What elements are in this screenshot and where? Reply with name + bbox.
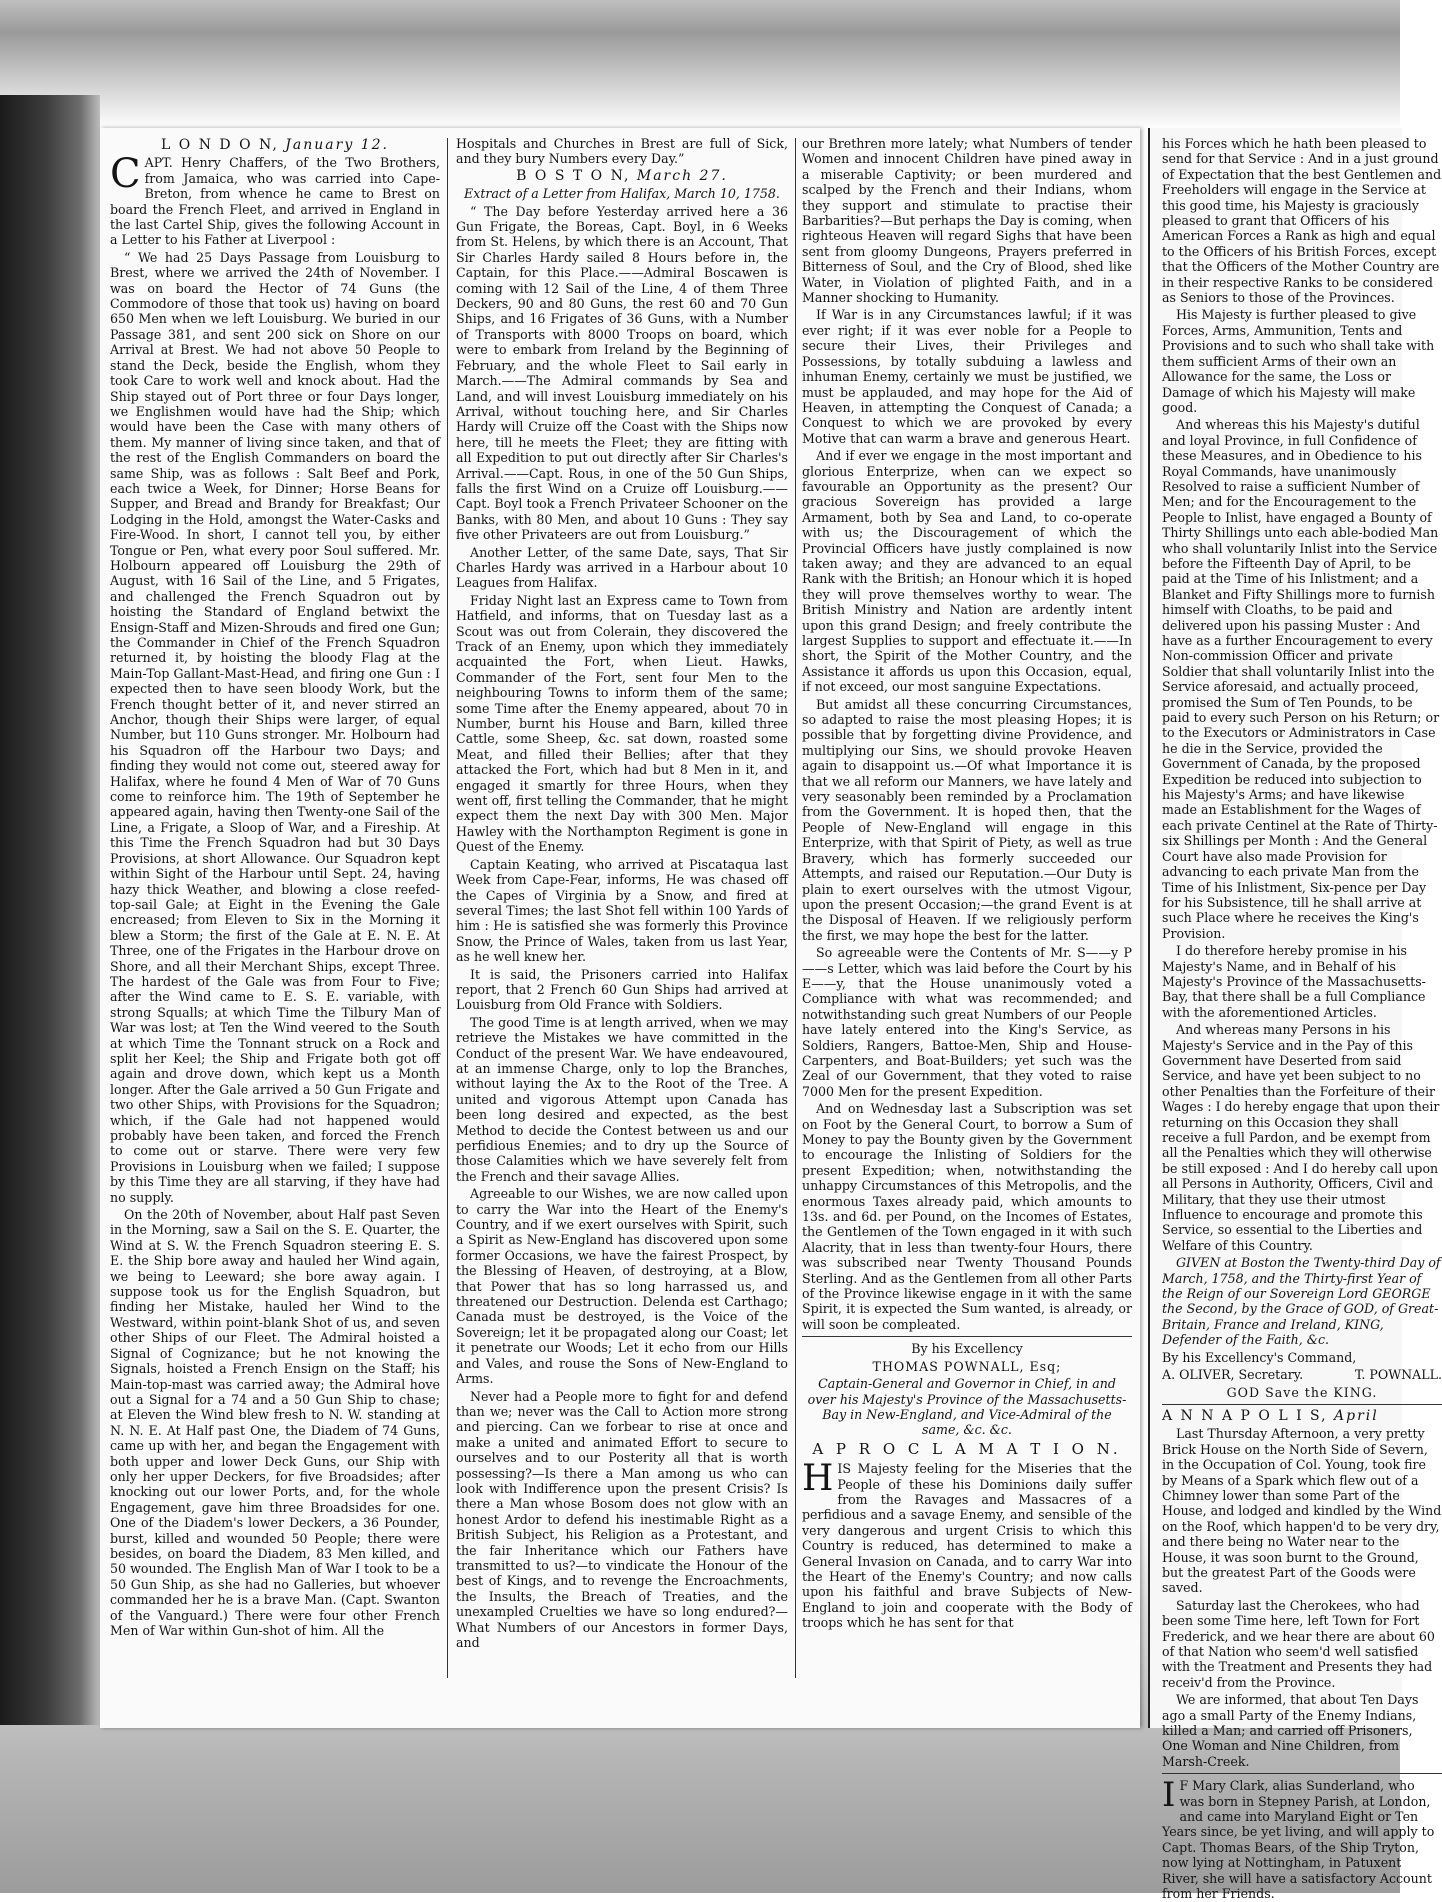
- proclamation-paragraph: His Majesty is further pleased to give Forces, Arms, Ammunition, Tents and Provisions and to such who shall take with them sufficient Arms of their own an Allowance for the same, the Loss or Damage of which his Majesty will make good.: [1162, 307, 1435, 415]
- drop-cap: I: [1162, 1775, 1176, 1816]
- secretary-signature: A. OLIVER, Secretary. T. POWNALL.: [1162, 1367, 1442, 1383]
- by-his-excellency: By his Excellency: [911, 1341, 1023, 1357]
- article-paragraph: Agreeable to our Wishes, we are now called upon to carry the War into the Heart of the Enemy's Country, and if we exert ourselves with Spirit, such a Spirit as New-England has discovered upon some former Occasions, we have the fairest Prospect, by the Blessing of Heaven, of destroying, at a Blow, that Power that has so long harrassed us, and threatened our Destruction. Delenda est Carthago; Canada must be destroyed, is the Voice of the Sovereign; let it be propagated along our Coast; let it penetrate our Woods; Let it echo from our Hills and Vales, and rouse the Sons of New-England to Arms.: [456, 1186, 788, 1387]
- article-paragraph: our Brethren more lately; what Numbers of tender Women and innocent Children have pined away in a miserable Captivity; or been murdered and scalped by the French and their Indians, whom they support and stimulate to practise their Barbarities?—But perhaps the Day is coming, when righteous Heaven will regard Sighs that have been sent from gloomy Dungeons, Prayers preferred in Bitterness of Soul, and the Cry of Blood, shed like Water, in Violation of plighted Faith, and in a Manner shocking to Humanity.: [802, 136, 1132, 306]
- column-3: [802, 136, 1132, 1681]
- dateline-annapolis: A N N A P O L I S, April: [1162, 1407, 1379, 1424]
- dateline-boston: B O S T O N, March 27.: [516, 167, 728, 184]
- article-paragraph: But amidst all these concurring Circumstances, so adapted to raise the most pleasing Hopes; it is possible that by forgetting divine Providence, and multiplying our Sins, we should provoke Heaven again to disappoint us.—Of what Importance it is that we all reform our Manners, we have lately and very seasonably been reminded by a Proclamation from the Government. It is hoped then, that the People of New-England will engage in this Enterprize, with that Spirit of Piety, as well as true Bravery, which has formerly succeeded our Attempts, and raised our Reputation.—Our Duty is plain to exert ourselves with the utmost Vigour, upon the present Occasion;—the grand Event is at the Disposal of Heaven. If we religiously perform the first, we may hope the best for the latter.: [802, 696, 1132, 943]
- article-paragraph: The good Time is at length arrived, when we may retrieve the Mistakes we have committed in the Conduct of the present War. We have endeavoured, at an immense Charge, only to lop the Branches, without laying the Ax to the Root of the Tree. A united and vigorous Attempt upon Canada has been long desired and expected, as the best Method to decide the Contest between us and our perfidious Enemies; and to dry up the Source of those Calamities which we have severely felt from the French and their savage Allies.: [456, 1014, 788, 1184]
- drop-cap: H: [802, 1458, 834, 1500]
- column-4: [1162, 136, 1442, 1902]
- article-paragraph: On the 20th of November, about Half past Seven in the Morning, saw a Sail on the S. E. Quarter, the Wind at S. W. the French Squadron steering E. S. E. the Ship bore away and hauled her Wind again, we being to Leeward; she bore away again. I suppose took us for the English Squadron, but finding her Mistake, hauled her Wind to the Westward, within point-blank Shot of us, and seven other Ships of our Fleet. The Admiral hoisted a Signal of Cognizance; but he not knowing the Signals, hoisted a French Ensign on the Staff; his Main-top-mast was carried away; the Admiral hove out a Signal for a 74 and a 50 Gun Ship to chase; at Eleven the Wind blew fresh to N. W. standing at N. N. E. At Half past One, the Diadem of 74 Guns, came up with her, and began the Engagement with both upper and lower Deck Guns, our Ship with only her upper Deckers, for five Broadsides; after knocking out our lower Ports, and, for the whole Engagement, gave him three Broadsides for one. One of the Diadem's lower Deckers, a 36 Pounder, burst, killed and wounded 50 People; there were besides, on board the Diadem, 83 Men killed, and 50 wounded. The English Man of War I took to be a 50 Gun Ship, as she had no Galleries, but whoever commanded her he is a brave Man. (Capt. Swanton of the Vanguard.) There were four other French Men of War within Gun-shot of him. All the: [110, 1207, 440, 1638]
- article-paragraph: Saturday last the Cherokees, who had been some Time here, left Town for Fort Frederick, and we hear there are about 60 of that Nation who seem'd well satisfied with the Treatment and Presents they had receiv'd from the Province.: [1162, 1597, 1435, 1690]
- article-paragraph: So agreeable were the Contents of Mr. S——y P——s Letter, which was laid before the Court by his E——y, that the House unanimously voted a Compliance with what was recommended; and notwithstanding such great Numbers of our People have lately entered into the King's Service, as Soldiers, Rangers, Battoe-Men, Ship and House-Carpenters, and Boat-Builders; yet such was the Zeal of our Government, that they voted to raise 7000 Men for the present Expedition.: [802, 945, 1132, 1099]
- article-paragraph: Last Thursday Afternoon, a very pretty Brick House on the North Side of Severn, in the Occupation of Col. Young, took fire by Means of a Spark which flew out of a Chimney lower than some Part of the House, and lodged and kindled by the Wind on the Roof, which happen'd to be very dry, and there being no Water near to the House, it was soon burnt to the Ground, but the greatest Part of the Goods were saved.: [1162, 1426, 1442, 1596]
- article-paragraph: If War is in any Circumstances lawful; if it was ever right; if it was ever noble for a People to secure their Lives, their Privileges and Possessions, by totally subduing a lawless and inhuman Enemy, certainly we must be justified, we must be applauded, and may hope for the Aid of Heaven, in attempting the Conquest of Canada; a Conquest to which we are provoked by every Motive that can warm a brave and generous Heart.: [802, 307, 1132, 446]
- article-paragraph: And on Wednesday last a Subscription was set on Foot by the General Court, to borrow a Sum of Money to pay the Bounty given by the Government to encourage the Inlisting of Soldiers for the present Expedition; when, notwithstanding the unhappy Circumstances of this Metropolis, and the enormous Taxes already paid, which amounts to 13s. and 6d. per Pound, on the Incomes of Estates, the Gentlemen of the Town engaged in it with such Alacrity, that in less than twenty-four Hours, there was subscribed near Twenty Thousand Pounds Sterling. And as the Gentlemen from all other Parts of the Province likewise engage in it with the same Spirit, it is expected the Sum wanted, is already, or will soon be compleated.: [802, 1101, 1132, 1332]
- column-2: [456, 136, 788, 1681]
- drop-cap: C: [110, 151, 141, 198]
- governor-title: Captain-General and Governor in Chief, in and over his Majesty's Province of the Massachusetts-Bay in New-England, and Vice-Admiral of the same, &c. &c.: [807, 1376, 1127, 1438]
- proclamation-paragraph: his Forces which he hath been pleased to send for that Service : And in a just ground of Expectation that the best Gentlemen and Freeholders will engage in the Service at this good time, his Majesty is graciously pleased to grant that Officers of his American Forces a Rank as high and equal to the Officers of his British Forces, except that the Officers of the Mother Country are in their respective Ranks to be considered as Seniors to those of the Provinces.: [1162, 136, 1442, 306]
- article-paragraph: It is said, the Prisoners carried into Halifax report, that 2 French 60 Gun Ships had arrived at Louisburg from Old France with Soldiers.: [456, 966, 788, 1013]
- god-save-the-king: GOD Save the KING.: [1226, 1384, 1378, 1400]
- column-1: [110, 136, 440, 1681]
- proclamation-paragraph: And whereas this his Majesty's dutiful and loyal Province, in full Confidence of these Measures, and in Obedience to his Royal Commands, have unanimously Resolved to raise a sufficient Number of Men; and for the Encouragement to the People to Inlist, have engaged a Bounty of Thirty Shillings unto each able-bodied Man who shall voluntarily Inlist into the Service before the Fifteenth Day of April, to be paid at the Time of his Inlistment; and a Blanket and Fifty Shillings more to furnish himself with Cloaths, to be paid and delivered upon his passing Muster : And have as a further Encouragement to every Non-commission Officer and private Soldier that shall voluntarily Inlist into the Service aforesaid, and actually proceed, promised the Sum of Ten Pounds, to be paid to every such Person on his Return; or to the Executors or Administrators in Case he die in the Service, provided the Government of Canada, by the proposed Expedition be reduced into subjection to his Majesty's Arms; and have likewise made an Establishment for the Wages of each private Centinel at the Rate of Thirty-six Shillings per Month : And the General Court have also made Provision for advancing to each private Man from the Time of his Inlistment, Six-pence per Day for his Subsistence, till he shall arrive at such Place where he receives the King's Provision.: [1162, 417, 1440, 941]
- proclamation-paragraph: I do therefore hereby promise in his Majesty's Name, and in Behalf of his Majesty's Province of the Massachusetts-Bay, that there shall be a full Compliance with the aforementioned Articles.: [1162, 943, 1426, 1020]
- extract-heading: Extract of a Letter from Halifax, March 10, 1758.: [464, 186, 780, 202]
- dateline-london: L O N D O N, January 12.: [161, 137, 389, 153]
- article-paragraph: Hospitals and Churches in Brest are full of Sick, and they bury Numbers every Day.”: [456, 136, 788, 167]
- article-paragraph: Never had a People more to fight for and defend than we; never was the Call to Action more strong and piercing. Can we forbear to rise at once and make a united and animated Effort to secure to ourselves and to our Posterity all that is worth possessing?—Is there a Man among us who can look with Indifference upon the present Crisis? Is there a Man whose Bosom does not glow with an honest Ardor to defend his inestimable Right as a British Subject, his Religion as a Protestant, and the fair Inheritance which our Fathers have transmitted to us?—to vindicate the Honour of the best of Kings, and to revenge the Encroachments, the Insults, the Breach of Treaties, and the unexampled Cruelties we have so long endured?—What Numbers of our Ancestors in former Days, and: [456, 1388, 788, 1650]
- scan-top-shadow: [0, 0, 1400, 130]
- divider: [802, 1336, 1132, 1337]
- divider: [1162, 1404, 1442, 1405]
- article-paragraph: We are informed, that about Ten Days ago a small Party of the Enemy Indians, killed a Man; and carried off Prisoners, One Woman and Nine Children, from Marsh-Creek.: [1162, 1692, 1419, 1769]
- by-command: By his Excellency's Command,: [1162, 1349, 1357, 1365]
- article-paragraph: And if ever we engage in the most important and glorious Enterprize, when can we expect so favourable an Opportunity as the present? Our gracious Sovereign has provided a large Armament, both by Sea and Land, to co-operate with us; the Discouragement of which the Provincial Officers have justly complained is now taken away; and they are advanced to an equal Rank with the British; an Honour which it is hoped they will prove themselves worthy to wear. The British Ministry and Nation are ardently intent upon this grand Design; and freely contribute the largest Supplies to support and effectuate it.——In short, the Spirit of the Mother Country, and the Assistance it affords us upon this Occasion, equal, if not exceed, our most sanguine Expectations.: [802, 448, 1132, 695]
- proclamation-text: HIS Majesty feeling for the Miseries that the People of these his Dominions daily suffer from the Ravages and Massacres of a perfidious and a savage Enemy, and sensible of the very dangerous and urgent Crisis to which this Country is reduced, has determined to make a General Invasion on Canada, and to carry War into the Heart of the Enemy's Country; and now calls upon his faithful and brave Subjects of New-England to join and cooperate with the Body of troops which he has sent for that: [802, 1458, 1132, 1631]
- divider: [1162, 1773, 1442, 1774]
- article-paragraph: Friday Night last an Express came to Town from Hatfield, and informs, that on Tuesday last as a Scout was out from Colerain, they discovered the Track of an Enemy, upon which they immediately acquainted the Fort, when Lieut. Hawks, Commander of the Fort, sent four Men to the neighbouring Towns to inform them of the same; some Time after the Enemy appeared, about 70 in Number, burnt his House and Barn, killed three Cattle, some Sheep, &c. sat down, roasted some Meat, and filled their Bellies; after that they attacked the Fort, which had but 8 Men in it, and engaged it smartly for three Hours, when they went off, first telling the Commander, that he might expect them the next Day with 300 Men. Major Hawley with the Northampton Regiment is gone in Quest of the Enemy.: [456, 592, 788, 855]
- article-paragraph: “ The Day before Yesterday arrived here a 36 Gun Frigate, the Boreas, Capt. Boyl, in 6 Weeks from St. Helens, by which there is an Account, That Sir Charles Hardy sailed 8 Hours before in, the Captain, for this Place.——Admiral Boscawen is coming with 12 Sail of the Line, 4 of them Three Deckers, 90 and 80 Guns, the rest 60 and 70 Gun Ships, and 16 Frigates of 36 Guns, with a Number of Transports with 8000 Troops on board, which were to embark from Ireland by the Beginning of February, and the whole Fleet to Sail early in March.——The Admiral commands by Sea and Land, and will invest Louisburg immediately on his Arrival, without touching here, and Sir Charles Hardy will Cruize off the Coast with the Ships now here, till he meets the Fleet; they are fitting with all Expedition to put out directly after Sir Charles's Arrival.——Capt. Rous, in one of the 50 Gun Ships, falls the first Wind on a Cruize off Louisburg.——Capt. Boyl took a French Privateer Schooner on the Banks, with 80 Men, and about 10 Guns : They say five other Privateers are out from Louisburg.”: [456, 203, 788, 543]
- newspaper-page-left: [100, 128, 1140, 1728]
- book-binding: [0, 95, 100, 1725]
- newspaper-page-right: [1148, 128, 1442, 1902]
- column-rule: [447, 138, 448, 1678]
- proclamation-paragraph: And whereas many Persons in his Majesty's Service and in the Pay of this Government have Deserted from said Service, and have yet been subject to no other Penalties than the Forfeiture of their Wages : I do hereby engage that upon their returning on this Occasion they shall receive a full Pardon, and be exempt from all the Penalties which they will otherwise be still exposed : And I do hereby call upon all Persons in Authority, Officers, Civil and Military, that they use their utmost Influence to encourage and promote this Service, so essential to the Liberties and Welfare of this Country.: [1162, 1022, 1440, 1253]
- given-at-boston: GIVEN at Boston the Twenty-third Day of March, 1758, and the Thirty-first Year of the Reign of our Sovereign Lord GEORGE the Second, by the Grace of GOD, of Great-Britain, France and Ireland, KING, Defender of the Faith, &c.: [1162, 1255, 1441, 1348]
- article-paragraph: “ We had 25 Days Passage from Louisburg to Brest, where we arrived the 24th of November. I was on board the Hector of 74 Guns (the Commodore of those that took us) having on board 650 Men when we left Louisburg. We buried in our Passage 381, and sent 200 sick on Shore on our Arrival at Brest. We had not above 50 People to stand the Deck, beside the English, whom they took Care to work well and knock about. Had the Ship stayed out of Port three or four Days longer, we Englishmen would have had the Ship; which would have been the Case with many others of them. My manner of living since taken, and that of the rest of the English Commanders on board the same Ship, was as follows : Salt Beef and Pork, each twice a Week, for Dinner; Horse Beans for Supper, and Bread and Brandy for Breakfast; Our Lodging in the Hold, amongst the Water-Casks and Fire-Wood. In short, I cannot tell you, by either Tongue or Pen, what every poor Soul suffered. Mr. Holbourn appeared off Louisburg the 29th of August, with 16 Sail of the Line, and 5 Frigates, and challenged the French Squadron out by hoisting the Standard of England betwixt the Ensign-Staff and Mizen-Shrouds and fired one Gun; the Commander in Chief of the French Squadron returned it, by hoisting the bloody Flag at the Main-Top Gallant-Mast-Head, and firing one Gun : I expected then to have seen bloody Work, but the French thought better of it, and never stirred an Anchor, though their Ships were larger, of equal Number, but 110 Guns stronger. Mr. Holbourn had his Squadron off the Harbour two Days; and finding they would not come out, steered away for Halifax, where he found 4 Men of War of 70 Guns come to reinforce him. The 19th of September he appeared again, having then Twenty-one Sail of the Line, a Frigate, a Sloop of War, and a Fireship. At this Time the French Squadron had but 30 Days Provisions, at short Allowance. Our Squadron kept within Sight of the Harbour until Sept. 24, having hazy thick Weather, and blowing a close reefed-top-sail Gale; at Eight in the Evening the Gale encreased; from Eleven to Six in the Morning it blew a Storm; the first of the Gale at E. N. E. At Three, one of the Frigates in the Harbour drove on Shore, and all their Merchant Ships, except Three. The hardest of the Gale was from Four to Five; after the Wind came to E. S. E. variable, with strong Squalls; at which Time the Tilbury Man of War was lost; at Ten the Wind veered to the South at which Time the Tonnant struck on a Rock and split her Keel; the Ship and Frigate both got off again and drove down, which kept us a Month longer. After the Gale arrived a 50 Gun Frigate and two other Ships, with Provisions for the Squadron; which, if the Gale had not happened would probably have been taken, and forced the French to come out or starve. There were very few Provisions in Louisburg when we failed; I suppose by this Time they are all starving, if they have had no supply.: [110, 249, 440, 1205]
- article-chaffers-intro: CAPT. Henry Chaffers, of the Two Brothers, from Jamaica, who was carried into Cape-Breton, from whence he came to Brest on board the French Fleet, and arrived in England in the last Cartel Ship, gives the following Account in a Letter to his Father at Liverpool :: [110, 151, 440, 248]
- article-paragraph: Captain Keating, who arrived at Piscataqua last Week from Cape-Fear, informs, He was chased off the Capes of Virginia by a Snow, and fired at several Times; the last Shot fell within 100 Yards of him : He is satisfied she was formerly this Province Snow, the Prince of Wales, taken from us last Year, as he well knew her.: [456, 856, 788, 965]
- proclamation-heading: A P R O C L A M A T I O N.: [812, 1439, 1122, 1458]
- column-rule: [795, 138, 796, 1678]
- article-paragraph: Another Letter, of the same Date, says, That Sir Charles Hardy was arrived in a Harbour about 10 Leagues from Halifax.: [456, 544, 788, 591]
- advertisement-mary-clark: I F Mary Clark, alias Sunderland, who was born in Stepney Parish, at London, and came into Maryland Eight or Ten Years since, be yet living, and will apply to Capt. Thomas Bears, of the Ship Tryton, now lying at Nottingham, in Patuxent River, she will have a satisfactory Account from her Friends.: [1162, 1775, 1435, 1902]
- governor-name: THOMAS POWNALL, Esq;: [872, 1358, 1062, 1374]
